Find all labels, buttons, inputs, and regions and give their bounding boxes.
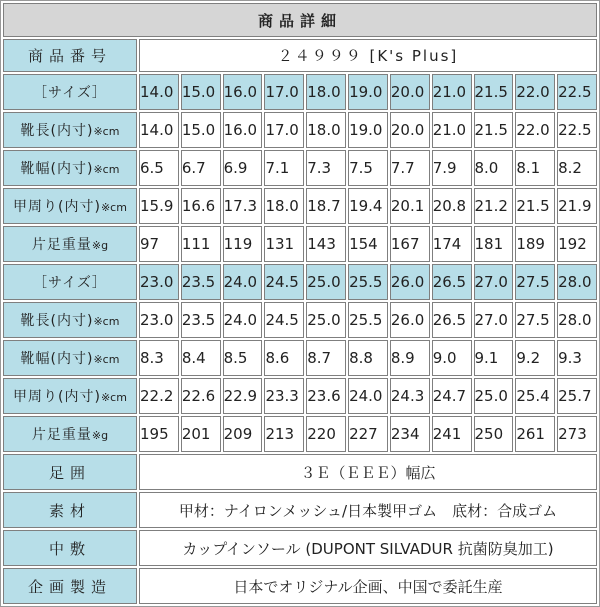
girth-cell: 20.1 [390, 188, 430, 224]
weight-cell: 154 [348, 226, 388, 262]
length-cell: 18.0 [306, 112, 346, 148]
girth-unit: ※cm [100, 391, 127, 404]
length-cell: 14.0 [139, 112, 179, 148]
length-cell: 19.0 [348, 112, 388, 148]
weight-row [3, 416, 597, 452]
length-row-label [3, 112, 137, 148]
production-row [3, 568, 597, 604]
length-row [3, 302, 597, 338]
size-cell: 14.0 [139, 74, 179, 110]
weight-label-text: 片足重量 [31, 237, 92, 253]
size-cell: 15.0 [181, 74, 221, 110]
length-cell: 24.5 [264, 302, 304, 338]
insole-label: 中敷 [3, 530, 137, 566]
length-cell: 25.0 [306, 302, 346, 338]
production-value: 日本でオリジナル企画、中国で委託生産 [139, 568, 597, 604]
girth-cell: 21.5 [515, 188, 555, 224]
weight-cell: 181 [474, 226, 514, 262]
product-number-value: ２４９９９ [K's Plus] [139, 39, 597, 72]
girth-cell: 24.7 [432, 378, 472, 414]
girth-cell: 20.8 [432, 188, 472, 224]
weight-cell: 119 [223, 226, 263, 262]
size-cell: 24.5 [264, 264, 304, 300]
size-cell: 16.0 [223, 74, 263, 110]
size-row [3, 74, 597, 110]
width-cell: 9.2 [515, 340, 555, 376]
width-cell: 7.5 [348, 150, 388, 186]
size-cell: 19.0 [348, 74, 388, 110]
girth-cell: 22.9 [223, 378, 263, 414]
width-cell: 8.6 [264, 340, 304, 376]
size-cell: 26.5 [432, 264, 472, 300]
length-cell: 17.0 [264, 112, 304, 148]
weight-unit: ※g [91, 239, 109, 252]
girth-row [3, 378, 597, 414]
insole-row [3, 530, 597, 566]
size-cell: 23.5 [181, 264, 221, 300]
length-cell: 20.0 [390, 112, 430, 148]
length-cell: 21.5 [474, 112, 514, 148]
girth-cell: 25.0 [474, 378, 514, 414]
weight-cell: 227 [348, 416, 388, 452]
width-cell: 8.5 [223, 340, 263, 376]
width-cell: 8.9 [390, 340, 430, 376]
size-label-text: ［サイズ］ [33, 275, 107, 291]
girth-cell: 16.6 [181, 188, 221, 224]
size-cell: 25.5 [348, 264, 388, 300]
width-cell: 8.3 [139, 340, 179, 376]
length-cell: 27.0 [474, 302, 514, 338]
width-cell: 7.9 [432, 150, 472, 186]
size-cell: 26.0 [390, 264, 430, 300]
width-cell: 7.3 [306, 150, 346, 186]
insole-value: カップインソール (DUPONT SILVADUR 抗菌防臭加工) [139, 530, 597, 566]
size-cell: 24.0 [223, 264, 263, 300]
length-cell: 26.5 [432, 302, 472, 338]
girth-label-text: 甲周り(内寸) [13, 199, 101, 215]
weight-cell: 241 [432, 416, 472, 452]
length-unit: ※cm [93, 125, 120, 138]
weight-cell: 234 [390, 416, 430, 452]
width-unit: ※cm [93, 163, 120, 176]
size-cell: 21.0 [432, 74, 472, 110]
weight-cell: 220 [306, 416, 346, 452]
length-cell: 26.0 [390, 302, 430, 338]
material-row [3, 492, 597, 528]
weight-label-text: 片足重量 [31, 427, 92, 443]
size-cell: 25.0 [306, 264, 346, 300]
material-value: 甲材：ナイロンメッシュ/日本製甲ゴム 底材：合成ゴム [139, 492, 597, 528]
size-cell: 17.0 [264, 74, 304, 110]
length-cell: 23.0 [139, 302, 179, 338]
length-cell: 28.0 [557, 302, 597, 338]
length-cell: 22.5 [557, 112, 597, 148]
girth-row-label [3, 378, 137, 414]
girth-cell: 18.0 [264, 188, 304, 224]
girth-cell: 25.7 [557, 378, 597, 414]
width-cell: 8.4 [181, 340, 221, 376]
length-label-text: 靴長(内寸) [20, 313, 94, 329]
weight-cell: 97 [139, 226, 179, 262]
weight-row [3, 226, 597, 262]
size-row-label [3, 74, 137, 110]
width-cell: 7.7 [390, 150, 430, 186]
girth-cell: 24.0 [348, 378, 388, 414]
girth-cell: 18.7 [306, 188, 346, 224]
length-cell: 27.5 [515, 302, 555, 338]
production-label: 企画製造 [3, 568, 137, 604]
product-number-label: 商品番号 [3, 39, 137, 72]
girth-cell: 25.4 [515, 378, 555, 414]
length-cell: 15.0 [181, 112, 221, 148]
width-cell: 9.0 [432, 340, 472, 376]
size-cell: 18.0 [306, 74, 346, 110]
girth-cell: 19.4 [348, 188, 388, 224]
weight-cell: 250 [474, 416, 514, 452]
weight-cell: 131 [264, 226, 304, 262]
girth-cell: 23.3 [264, 378, 304, 414]
weight-cell: 195 [139, 416, 179, 452]
width-cell: 8.7 [306, 340, 346, 376]
girth-label-text: 甲周り(内寸) [13, 389, 101, 405]
width-cell: 6.5 [139, 150, 179, 186]
width-cell: 6.7 [181, 150, 221, 186]
size-cell: 27.0 [474, 264, 514, 300]
weight-cell: 174 [432, 226, 472, 262]
size-row-label [3, 264, 137, 300]
size-cell: 22.5 [557, 74, 597, 110]
weight-row-label [3, 226, 137, 262]
width-row [3, 150, 597, 186]
size-cell: 28.0 [557, 264, 597, 300]
length-row [3, 112, 597, 148]
girth-row [3, 188, 597, 224]
length-cell: 21.0 [432, 112, 472, 148]
weight-cell: 209 [223, 416, 263, 452]
width-cell: 6.9 [223, 150, 263, 186]
length-cell: 25.5 [348, 302, 388, 338]
material-label: 素材 [3, 492, 137, 528]
width-cell: 8.1 [515, 150, 555, 186]
weight-cell: 261 [515, 416, 555, 452]
weight-row-label [3, 416, 137, 452]
weight-cell: 189 [515, 226, 555, 262]
width-row-label [3, 340, 137, 376]
weight-cell: 213 [264, 416, 304, 452]
weight-cell: 111 [181, 226, 221, 262]
width-cell: 9.3 [557, 340, 597, 376]
size-label-text: ［サイズ］ [33, 85, 107, 101]
width-row-label [3, 150, 137, 186]
width-cell: 8.0 [474, 150, 514, 186]
width-cell: 8.8 [348, 340, 388, 376]
weight-cell: 273 [557, 416, 597, 452]
girth-cell: 15.9 [139, 188, 179, 224]
girth-row-label [3, 188, 137, 224]
fit-value: ３Ｅ（ＥＥＥ）幅広 [139, 454, 597, 490]
width-label-text: 靴幅(内寸) [20, 161, 94, 177]
length-unit: ※cm [93, 315, 120, 328]
girth-unit: ※cm [100, 201, 127, 214]
size-cell: 23.0 [139, 264, 179, 300]
width-cell: 7.1 [264, 150, 304, 186]
girth-cell: 23.6 [306, 378, 346, 414]
girth-cell: 21.9 [557, 188, 597, 224]
length-cell: 16.0 [223, 112, 263, 148]
fit-row [3, 454, 597, 490]
length-row-label [3, 302, 137, 338]
width-cell: 8.2 [557, 150, 597, 186]
length-cell: 22.0 [515, 112, 555, 148]
size-cell: 22.0 [515, 74, 555, 110]
size-cell: 21.5 [474, 74, 514, 110]
girth-cell: 22.6 [181, 378, 221, 414]
length-label-text: 靴長(内寸) [20, 123, 94, 139]
width-unit: ※cm [93, 353, 120, 366]
length-cell: 23.5 [181, 302, 221, 338]
weight-cell: 167 [390, 226, 430, 262]
size-row [3, 264, 597, 300]
length-cell: 24.0 [223, 302, 263, 338]
table-title: 商品詳細 [3, 3, 597, 37]
fit-label: 足囲 [3, 454, 137, 490]
weight-cell: 201 [181, 416, 221, 452]
weight-unit: ※g [91, 429, 109, 442]
width-label-text: 靴幅(内寸) [20, 351, 94, 367]
girth-cell: 22.2 [139, 378, 179, 414]
width-row [3, 340, 597, 376]
width-cell: 9.1 [474, 340, 514, 376]
girth-cell: 17.3 [223, 188, 263, 224]
size-cell: 20.0 [390, 74, 430, 110]
weight-cell: 143 [306, 226, 346, 262]
size-cell: 27.5 [515, 264, 555, 300]
girth-cell: 24.3 [390, 378, 430, 414]
weight-cell: 192 [557, 226, 597, 262]
girth-cell: 21.2 [474, 188, 514, 224]
